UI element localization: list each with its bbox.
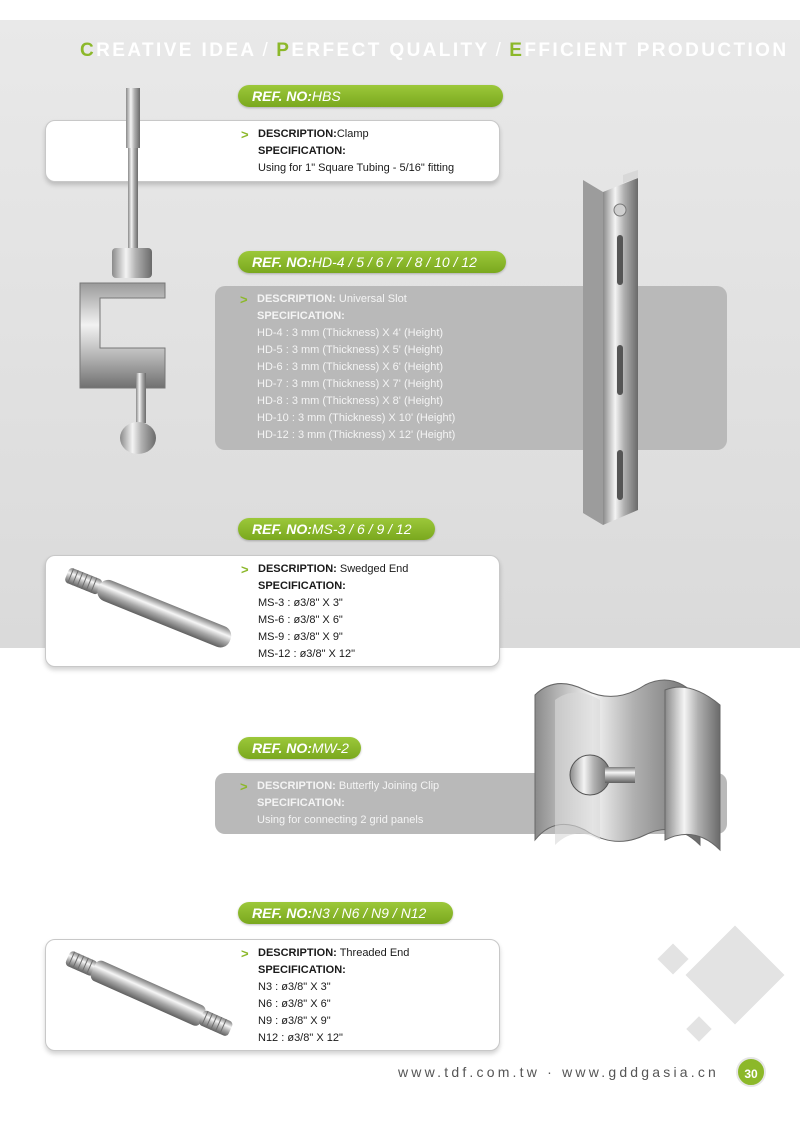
threaded-end-image [60, 944, 240, 1044]
ref-badge-hbs [238, 85, 503, 107]
tagline-word-perfect: ERFECT QUALITY [291, 40, 490, 61]
ref-label: REF. NO: [252, 254, 312, 270]
arrow-icon: > [241, 127, 249, 142]
ref-badge-n [238, 902, 453, 924]
description-ms [241, 561, 409, 663]
description-n [241, 945, 410, 1047]
footer-website: www.tdf.com.tw · www.gddgasia.cn [398, 1064, 720, 1080]
arrow-icon: > [241, 946, 249, 961]
description-value: Clamp [336, 128, 369, 140]
arrow-icon: > [240, 779, 248, 794]
tagline-initial-c: C [80, 40, 97, 61]
decorative-diamond-small [686, 1016, 711, 1041]
spec-line: N3 : ø3/8" X 3" [258, 981, 331, 993]
spec-line: HD-5 : 3 mm (Thickness) X 5' (Height) [257, 344, 444, 356]
spec-line: MS-6 : ø3/8" X 6" [258, 614, 343, 626]
ref-label: REF. NO: [252, 740, 312, 756]
tagline-word-creative: REATIVE IDEA [96, 40, 257, 61]
description-label: DESCRIPTION: [258, 563, 337, 575]
description-mw [240, 778, 440, 829]
tagline-initial-e: E [509, 40, 525, 61]
ref-label: REF. NO: [252, 521, 312, 537]
spec-line: MS-12 : ø3/8" X 12" [258, 648, 356, 660]
ref-value: HBS [311, 88, 341, 104]
specification-label: SPECIFICATION: [258, 964, 346, 976]
tagline-separator: / [495, 40, 504, 61]
decorative-diamond-large [686, 926, 785, 1025]
universal-slot-image [578, 170, 648, 530]
butterfly-clip-image [525, 675, 730, 870]
spec-line: MS-9 : ø3/8" X 9" [258, 631, 343, 643]
decorative-diamond-small [657, 943, 688, 974]
ref-badge-ms [238, 518, 435, 540]
spec-line: N6 : ø3/8" X 6" [258, 998, 331, 1010]
spec-line: MS-3 : ø3/8" X 3" [258, 597, 343, 609]
description-label: DESCRIPTION: [258, 128, 337, 140]
spec-line: HD-4 : 3 mm (Thickness) X 4' (Height) [257, 327, 444, 339]
tagline [80, 40, 788, 62]
spec-line: HD-10 : 3 mm (Thickness) X 10' (Height) [257, 412, 456, 424]
description-label: DESCRIPTION: [257, 780, 336, 792]
spec-line: HD-12 : 3 mm (Thickness) X 12' (Height) [257, 429, 456, 441]
swedged-end-image [60, 562, 240, 657]
ref-value: MW-2 [311, 740, 349, 756]
tagline-separator: / [262, 40, 271, 61]
ref-value: N3 / N6 / N9 / N12 [311, 905, 427, 921]
tagline-word-efficient: FFICIENT PRODUCTION [524, 40, 789, 61]
description-value: Threaded End [336, 947, 410, 959]
tagline-initial-p: P [276, 40, 292, 61]
spec-line: HD-8 : 3 mm (Thickness) X 8' (Height) [257, 395, 444, 407]
spec-line: HD-7 : 3 mm (Thickness) X 7' (Height) [257, 378, 444, 390]
arrow-icon: > [241, 562, 249, 577]
ref-value: HD-4 / 5 / 6 / 7 / 8 / 10 / 12 [311, 254, 477, 270]
description-hbs [241, 126, 455, 177]
description-value: Butterfly Joining Clip [335, 780, 440, 792]
spec-line: HD-6 : 3 mm (Thickness) X 6' (Height) [257, 361, 444, 373]
ref-label: REF. NO: [252, 88, 312, 104]
description-hd [240, 291, 456, 444]
ref-label: REF. NO: [252, 905, 312, 921]
spec-line: Using for connecting 2 grid panels [257, 814, 424, 826]
description-value: Swedged End [336, 563, 409, 575]
clamp-image [60, 88, 190, 458]
spec-line: Using for 1" Square Tubing - 5/16" fitting [258, 162, 455, 174]
description-label: DESCRIPTION: [257, 293, 336, 305]
spec-line: N12 : ø3/8" X 12" [258, 1032, 343, 1044]
arrow-icon: > [240, 292, 248, 307]
specification-label: SPECIFICATION: [257, 310, 345, 322]
specification-label: SPECIFICATION: [258, 580, 346, 592]
ref-badge-mw [238, 737, 361, 759]
spec-line: N9 : ø3/8" X 9" [258, 1015, 331, 1027]
ref-badge-hd [238, 251, 506, 273]
page-number: 30 [736, 1057, 766, 1087]
description-value: Universal Slot [335, 293, 407, 305]
ref-value: MS-3 / 6 / 9 / 12 [311, 521, 412, 537]
description-box-hd [215, 286, 727, 450]
specification-label: SPECIFICATION: [257, 797, 345, 809]
description-label: DESCRIPTION: [258, 947, 337, 959]
specification-label: SPECIFICATION: [258, 145, 346, 157]
